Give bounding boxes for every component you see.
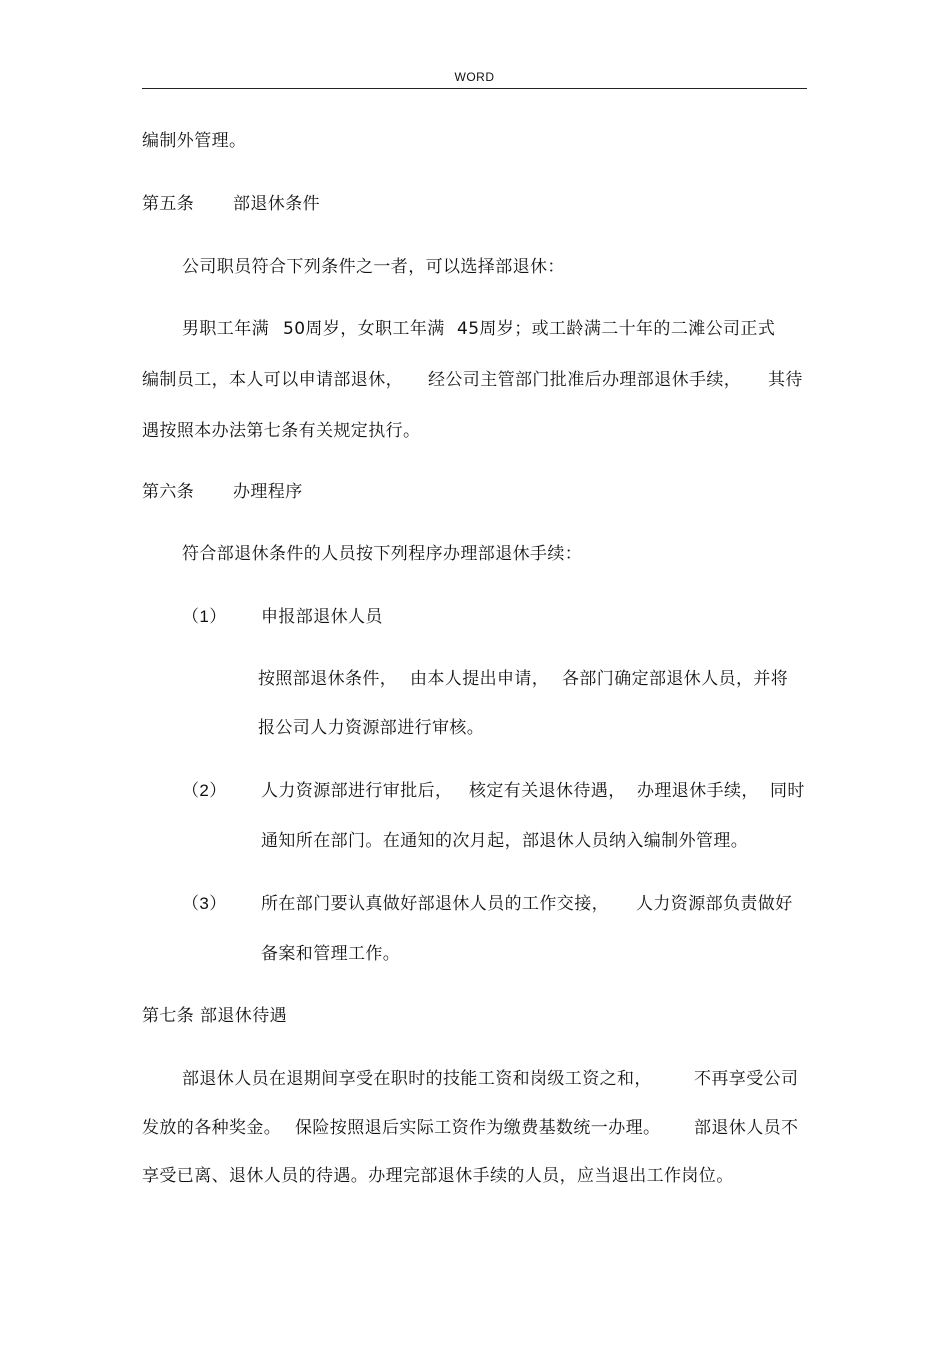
text-segment: 45周岁；或工龄满二十年的二滩公司正式 bbox=[457, 319, 776, 339]
text-segment: 核定有关退休待遇， bbox=[469, 781, 626, 801]
text-segment: 人力资源部进行审批后， bbox=[261, 781, 453, 801]
text-line: 通知所在部门。在通知的次月起，部退休人员纳入编制外管理。 bbox=[261, 831, 749, 851]
text-segment: 经公司主管部门批准后办理部退休手续， bbox=[428, 370, 742, 390]
text-segment: 50周岁，女职工年满 bbox=[283, 319, 445, 339]
text-segment: 不再享受公司 bbox=[694, 1069, 799, 1089]
text-segment: 发放的各种奖金。 bbox=[142, 1118, 282, 1138]
text-line: 备案和管理工作。 bbox=[261, 944, 401, 964]
text-line: 享受已离、退休人员的待遇。办理完部退休手续的人员，应当退出工作岗位。 bbox=[142, 1166, 734, 1186]
article-number: 第六条 bbox=[142, 482, 195, 502]
list-item-number: （3） bbox=[182, 894, 227, 913]
text-segment: 同时 bbox=[770, 781, 805, 801]
text-segment: 男职工年满 bbox=[182, 319, 269, 339]
list-item-number: （2） bbox=[182, 781, 227, 800]
text-segment: 按照部退休条件， bbox=[258, 669, 398, 689]
text-segment: 由本人提出申请， bbox=[410, 669, 550, 689]
article-title: 办理程序 bbox=[233, 482, 303, 502]
text-line: 符合部退休条件的人员按下列程序办理部退休手续： bbox=[182, 544, 583, 564]
list-item-number: （1） bbox=[182, 607, 227, 626]
page-header bbox=[142, 66, 807, 89]
text-segment: 其待 bbox=[768, 370, 803, 390]
text-segment: 保险按照退后实际工资作为缴费基数统一办理。 bbox=[295, 1118, 661, 1138]
article-heading: 第七条 部退休待遇 bbox=[142, 1006, 288, 1026]
text-line: 编制外管理。 bbox=[142, 131, 247, 151]
text-segment: 部退休人员在退期间享受在职时的技能工资和岗级工资之和， bbox=[182, 1069, 652, 1089]
text-segment: 编制员工，本人可以申请部退休， bbox=[142, 370, 403, 390]
article-number: 第五条 bbox=[142, 194, 195, 214]
text-line: 遇按照本办法第七条有关规定执行。 bbox=[142, 421, 421, 441]
list-item-title: 申报部退休人员 bbox=[261, 607, 383, 627]
text-segment: 各部门确定部退休人员，并将 bbox=[562, 669, 789, 689]
text-line: 公司职员符合下列条件之一者，可以选择部退休： bbox=[182, 257, 565, 277]
text-segment: 人力资源部负责做好 bbox=[636, 894, 793, 914]
text-segment: 所在部门要认真做好部退休人员的工作交接， bbox=[261, 894, 609, 914]
text-line: 报公司人力资源部进行审核。 bbox=[258, 718, 485, 738]
header-title: WORD bbox=[454, 70, 495, 84]
text-segment: 办理退休手续， bbox=[637, 781, 759, 801]
text-segment: 部退休人员不 bbox=[694, 1118, 799, 1138]
article-title: 部退休条件 bbox=[233, 194, 320, 214]
